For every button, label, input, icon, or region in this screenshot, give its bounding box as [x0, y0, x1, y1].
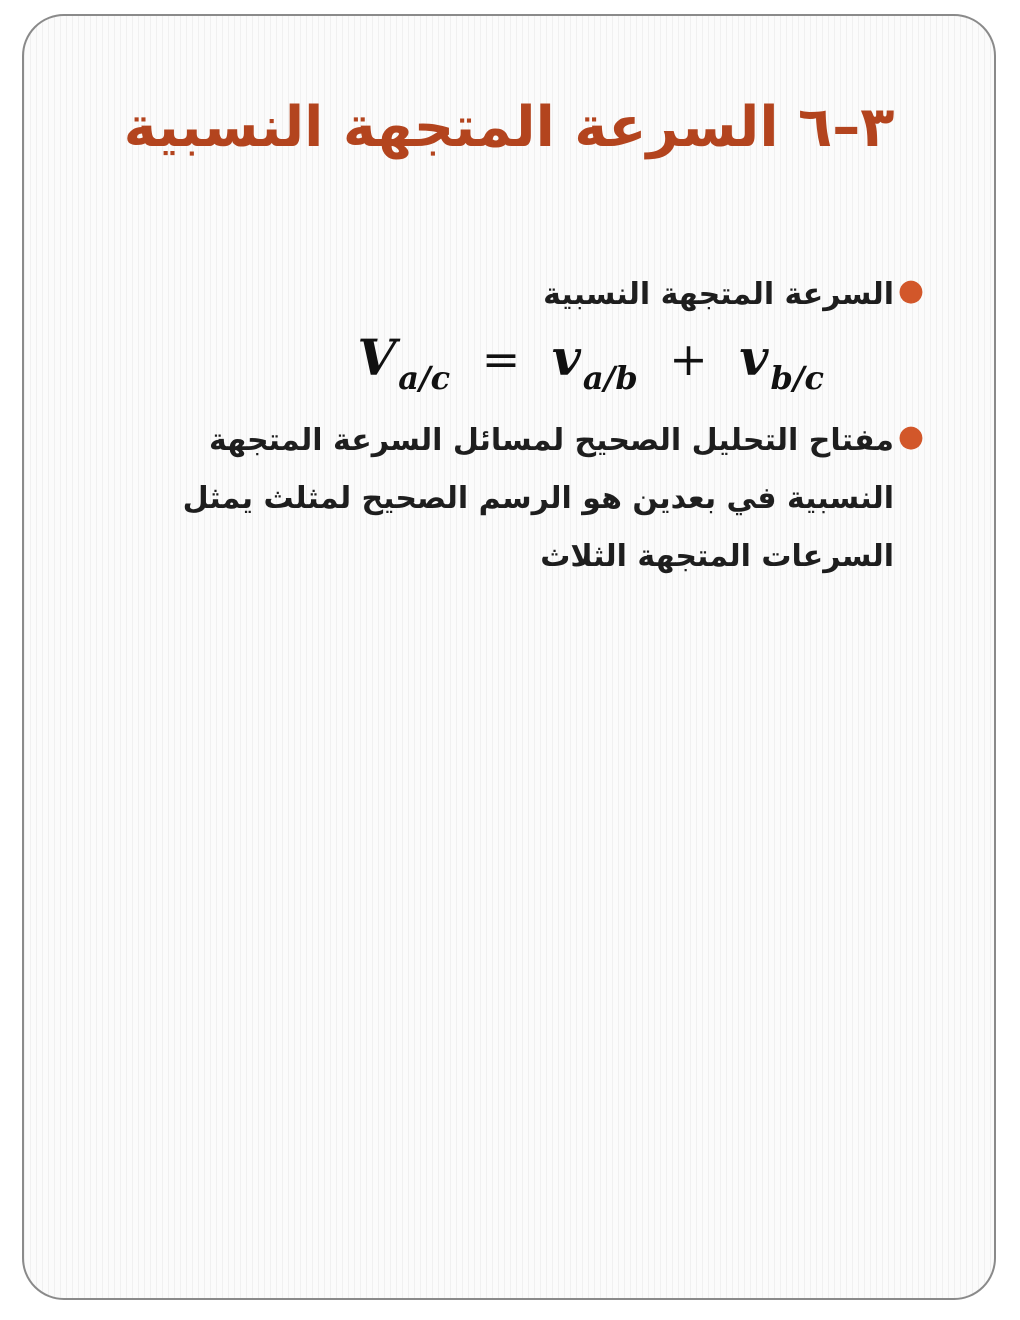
bullet-text: مفتاح التحليل الصحيح لمسائل السرعة المتجهة النسبية في بعدين هو الرسم الصحيح لمثلث يمثل السرعات المتجهة الثلاث — [182, 423, 894, 574]
formula-term2-sub: b/c — [770, 359, 824, 397]
bullet-item-analysis-key — [124, 412, 924, 586]
formula-term1-var: v — [551, 328, 581, 387]
bullet-item-relative-velocity — [124, 266, 924, 324]
formula-plus: + — [669, 332, 708, 386]
slide-frame — [22, 14, 996, 1300]
slide-title: ٣–٦ السرعة المتجهة النسبية — [123, 95, 895, 160]
formula-lhs-var: V — [357, 328, 397, 387]
formula-lhs-sub: a/c — [398, 359, 451, 397]
bullet-dot-icon: ● — [897, 419, 924, 454]
velocity-formula — [124, 328, 924, 398]
formula-term1-sub: a/b — [582, 359, 638, 397]
bullet-dot-icon: ● — [897, 273, 924, 308]
bullet-text: السرعة المتجهة النسبية — [543, 277, 894, 312]
formula-term2-var: v — [739, 328, 769, 387]
formula-equals: = — [481, 332, 521, 386]
slide-content — [124, 266, 924, 586]
